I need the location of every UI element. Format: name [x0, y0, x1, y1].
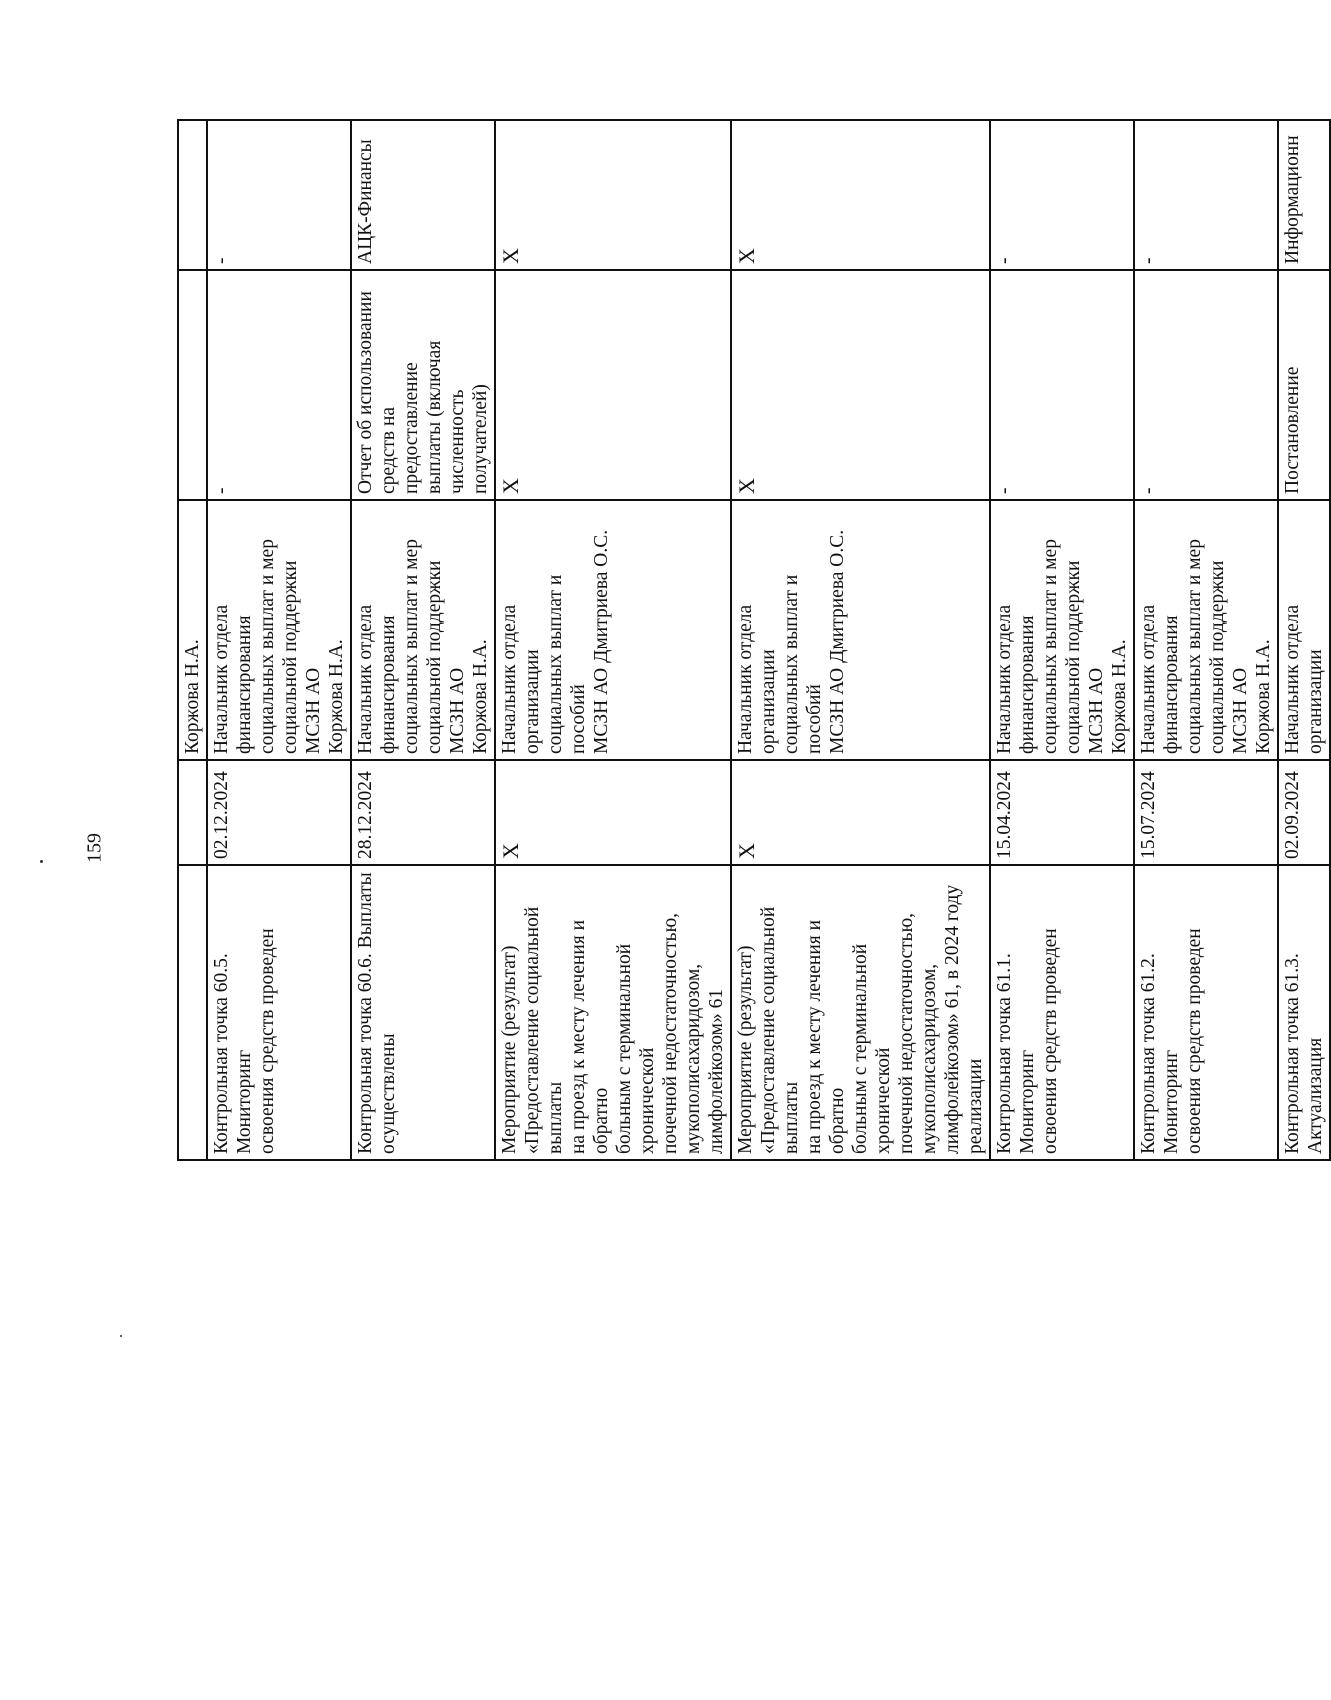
event-cell: Мероприятие (результат) «Предоставление социальной выплаты на проезд к месту лечения и обратно больным с терминальной хронической почечной недостаточностью, мукополисахаридозом, лимфолейкозом» 61, в 2024 году реализации	[731, 865, 990, 1160]
responsible-cell: Начальник отдела организации социальных выплат и пособий МСЗН АО Дмитриева О.С.	[495, 500, 731, 760]
responsible-cell: Коржова Н.А.	[178, 500, 207, 760]
event-cell: Мероприятие (результат) «Предоставление социальной выплаты на проезд к месту лечения и обратно больным с терминальной хронической почечной недостаточностью, мукополисахаридозом, лимфолейкозом» 61	[495, 865, 731, 1160]
deadline-cell: X	[731, 760, 990, 865]
responsible-cell: Начальник отдела финансирования социальных выплат и мер социальной поддержки МСЗН АО Коржова Н.А.	[1134, 500, 1278, 760]
event-cell: Контрольная точка 61.2. Мониторинг освоения средств проведен	[1134, 865, 1278, 1160]
table-row	[178, 120, 207, 1160]
table-row	[207, 120, 351, 1160]
event-cell: Контрольная точка 61.3. Актуализация	[1278, 865, 1330, 1160]
document-cell: -	[990, 270, 1134, 500]
info-system-cell: -	[1134, 120, 1278, 270]
table-row	[1134, 120, 1278, 1160]
table-row	[990, 120, 1134, 1160]
info-system-cell: АЦК-Финансы	[351, 120, 495, 270]
document-cell: Постановление	[1278, 270, 1330, 500]
deadline-cell: 15.04.2024	[990, 760, 1134, 865]
deadline-cell: 02.09.2024	[1278, 760, 1330, 865]
event-cell: Контрольная точка 61.1. Мониторинг освоения средств проведен	[990, 865, 1134, 1160]
event-cell	[178, 865, 207, 1160]
deadline-cell: X	[495, 760, 731, 865]
rotated-table-wrapper	[177, 121, 1326, 1161]
deadline-cell	[178, 760, 207, 865]
info-system-cell: -	[207, 120, 351, 270]
deadline-cell: 15.07.2024	[1134, 760, 1278, 865]
document-cell: X	[731, 270, 990, 500]
info-system-cell: -	[990, 120, 1134, 270]
table-row	[731, 120, 990, 1160]
document-cell	[178, 270, 207, 500]
event-cell: Контрольная точка 60.5. Мониторинг освоения средств проведен	[207, 865, 351, 1160]
table-row	[1278, 120, 1330, 1160]
deadline-cell: 28.12.2024	[351, 760, 495, 865]
info-system-cell: Информационн	[1278, 120, 1330, 270]
document-cell: Отчет об использовании средств на предоставление выплаты (включая численность получателей)	[351, 270, 495, 500]
info-system-cell: X	[731, 120, 990, 270]
deadline-cell: 02.12.2024	[207, 760, 351, 865]
responsible-cell: Начальник отдела финансирования социальных выплат и мер социальной поддержки МСЗН АО Коржова Н.А.	[990, 500, 1134, 760]
table-row	[495, 120, 731, 1160]
responsible-cell: Начальник отдела финансирования социальных выплат и мер социальной поддержки МСЗН АО Коржова Н.А.	[351, 500, 495, 760]
responsible-cell: Начальник отдела организации социальных выплат и пособий МСЗН АО Дмитриева О.С.	[731, 500, 990, 760]
responsible-cell: Начальник отдела организации	[1278, 500, 1330, 760]
plan-table	[177, 119, 1331, 1161]
scan-speck	[120, 1335, 122, 1337]
info-system-cell: X	[495, 120, 731, 270]
info-system-cell	[178, 120, 207, 270]
table-row	[351, 120, 495, 1160]
document-cell: X	[495, 270, 731, 500]
page-number: 159	[83, 833, 106, 863]
document-cell: -	[207, 270, 351, 500]
event-cell: Контрольная точка 60.6. Выплаты осуществлены	[351, 865, 495, 1160]
scan-speck	[40, 860, 43, 863]
document-cell: -	[1134, 270, 1278, 500]
responsible-cell: Начальник отдела финансирования социальных выплат и мер социальной поддержки МСЗН АО Коржова Н.А.	[207, 500, 351, 760]
